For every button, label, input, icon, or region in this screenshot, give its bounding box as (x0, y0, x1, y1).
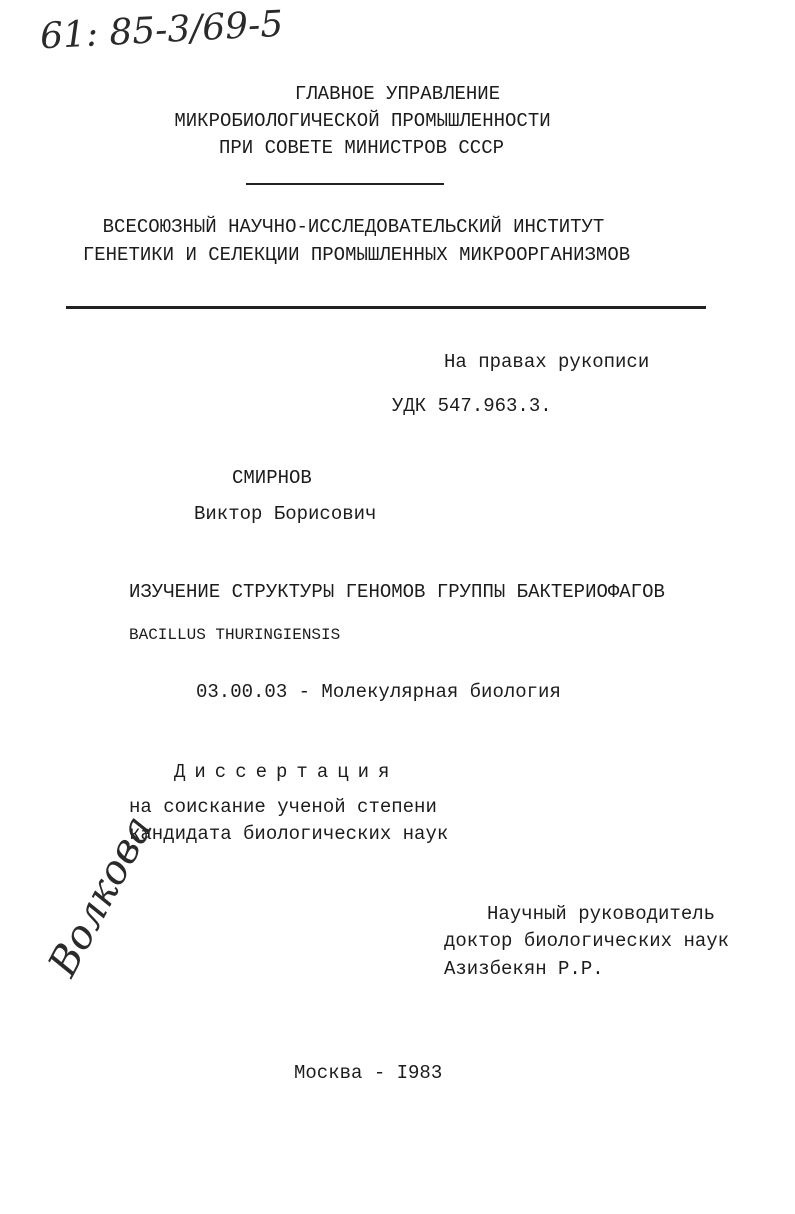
author-given-names: Виктор Борисович (194, 503, 377, 525)
supervisor-name: Азизбекян Р.Р. (444, 958, 604, 980)
udc-code: УДК 547.963.3. (392, 395, 552, 417)
dissertation-line-1: на соискание ученой степени (129, 796, 437, 818)
dissertation-heading: Диссертация (174, 761, 399, 783)
org-line-1: ГЛАВНОЕ УПРАВЛЕНИЕ (294, 83, 501, 105)
supervisor-degree: доктор биологических наук (444, 930, 730, 952)
divider-long (66, 306, 706, 309)
rights-note: На правах рукописи (444, 351, 650, 373)
org-line-3: ПРИ СОВЕТЕ МИНИСТРОВ СССР (218, 137, 505, 159)
thesis-title-line-1: ИЗУЧЕНИЕ СТРУКТУРЫ ГЕНОМОВ ГРУППЫ БАКТЕРИОФАГОВ (129, 581, 665, 603)
dissertation-line-2: кандидата биологических наук (129, 823, 449, 845)
thesis-title-line-2: BACILLUS THURINGIENSIS (129, 626, 341, 644)
signature: Волкова (39, 808, 163, 984)
place-year: Москва - I983 (294, 1062, 443, 1084)
specialty: 03.00.03 - Молекулярная биология (196, 681, 561, 703)
institute-line-1: ВСЕСОЮЗНЫЙ НАУЧНО-ИССЛЕДОВАТЕЛЬСКИЙ ИНСТИТУТ (102, 216, 605, 238)
org-line-2: МИКРОБИОЛОГИЧЕСКОЙ ПРОМЫШЛЕННОСТИ (174, 110, 551, 132)
supervisor-role: Научный руководитель (487, 903, 716, 925)
archive-mark: 61: 85-3/69-5 (39, 3, 285, 58)
author-surname: СМИРНОВ (232, 467, 312, 489)
divider-short (246, 183, 444, 185)
institute-line-2: ГЕНЕТИКИ И СЕЛЕКЦИИ ПРОМЫШЛЕННЫХ МИКРООРГАНИЗМОВ (82, 244, 631, 266)
